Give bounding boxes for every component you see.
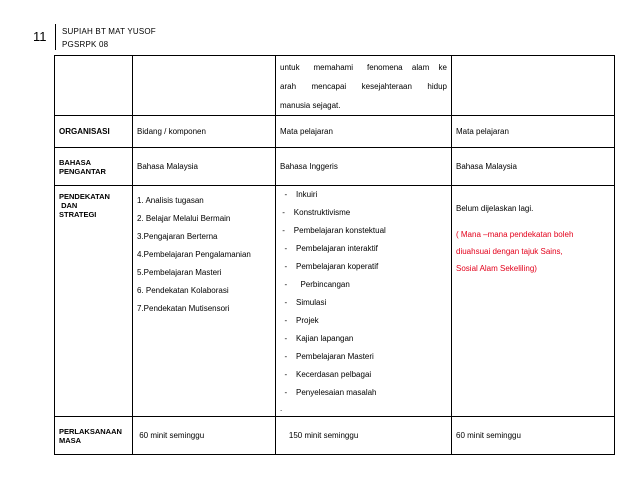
- table-cell: 60 minit seminggu: [133, 417, 276, 455]
- table-cell: Mata pelajaran: [452, 116, 615, 148]
- row-header-perlaksanaan-masa: [55, 417, 133, 455]
- note-text: Belum dijelaskan lagi.: [456, 204, 534, 213]
- author-name: SUPIAH BT MAT YUSOF: [62, 27, 156, 36]
- table-cell: 60 minit seminggu: [452, 417, 615, 455]
- table-cell: [452, 186, 615, 417]
- list-item: 7.Pendekatan Mutisensori: [137, 304, 230, 313]
- table-cell: Mata pelajaran: [276, 116, 452, 148]
- table-cell: [55, 56, 133, 116]
- table-cell: [133, 56, 276, 116]
- table-cell: [276, 56, 452, 116]
- header-divider: [55, 24, 56, 50]
- table-row: [55, 116, 615, 148]
- list-item: 6. Pendekatan Kolaborasi: [137, 286, 229, 295]
- list-item: - Kajian lapangan: [280, 334, 354, 343]
- list-item: - Kecerdasan pelbagai: [280, 370, 372, 379]
- row-header-label: PENGANTAR: [59, 166, 106, 176]
- table-cell: Bahasa Inggeris: [276, 148, 452, 186]
- row-header-label: ORGANISASI: [59, 127, 110, 136]
- row-header-pendekatan-strategi: [55, 186, 133, 417]
- list-item: - Pembelajaran interaktif: [280, 244, 378, 253]
- list-item: 1. Analisis tugasan: [137, 196, 204, 205]
- cell-text-line: manusia sejagat.: [280, 101, 341, 110]
- table-row: [55, 56, 615, 116]
- cell-text-line: arah mencapai kesejahteraan hidup: [280, 82, 447, 91]
- row-header-label: PERLAKSANAAN: [59, 426, 122, 436]
- row-header-organisasi: [55, 116, 133, 148]
- list-item: - Pembelajaran konstektual: [280, 226, 386, 235]
- list-item: - Inkuiri: [280, 190, 318, 199]
- table-cell: Bahasa Malaysia: [133, 148, 276, 186]
- row-header-label: DAN: [59, 201, 78, 210]
- note-red-line: diuahsuai dengan tajuk Sains,: [456, 247, 563, 256]
- list-item: - Pembelajaran koperatif: [280, 262, 379, 271]
- table-row: [55, 417, 615, 455]
- table-cell: [452, 56, 615, 116]
- page-header: [0, 0, 638, 60]
- list-item: - Penyelesaian masalah: [280, 388, 377, 397]
- list-item: 5.Pembelajaran Masteri: [137, 268, 222, 277]
- list-item: - Konstruktivisme: [280, 208, 351, 217]
- list-item: - Simulasi: [280, 298, 327, 307]
- cell-text-line: untuk memahami fenomena alam ke: [280, 63, 447, 72]
- table-cell: Bidang / komponen: [133, 116, 276, 148]
- table-cell: [133, 186, 276, 417]
- row-header-label: PENDEKATAN: [59, 192, 110, 201]
- list-item: - Perbincangan: [280, 280, 350, 289]
- row-header-label: STRATEGI: [59, 210, 97, 219]
- row-header-label: BAHASA: [59, 157, 92, 167]
- list-item: 3.Pengajaran Berterna: [137, 232, 218, 241]
- row-header-bahasa-pengantar: [55, 148, 133, 186]
- row-header-label: MASA: [59, 435, 82, 445]
- table-row: [55, 148, 615, 186]
- list-item: 2. Belajar Melalui Bermain: [137, 214, 231, 223]
- note-red-line: ( Mana –mana pendekatan boleh: [456, 230, 574, 239]
- table-cell: Bahasa Malaysia: [452, 148, 615, 186]
- list-item: - Pembelajaran Masteri: [280, 352, 374, 361]
- note-red-line: Sosial Alam Sekeliling): [456, 264, 537, 273]
- page-number: 11: [33, 29, 47, 44]
- table-row: [55, 186, 615, 417]
- author-program: PGSRPK 08: [62, 40, 109, 49]
- table-cell: [276, 186, 452, 417]
- list-item: - Projek: [280, 316, 319, 325]
- curriculum-table: [54, 55, 615, 455]
- table-cell: 150 minit seminggu: [276, 417, 452, 455]
- list-item: 4.Pembelajaran Pengalamanian: [137, 250, 251, 259]
- list-item: .: [280, 404, 283, 413]
